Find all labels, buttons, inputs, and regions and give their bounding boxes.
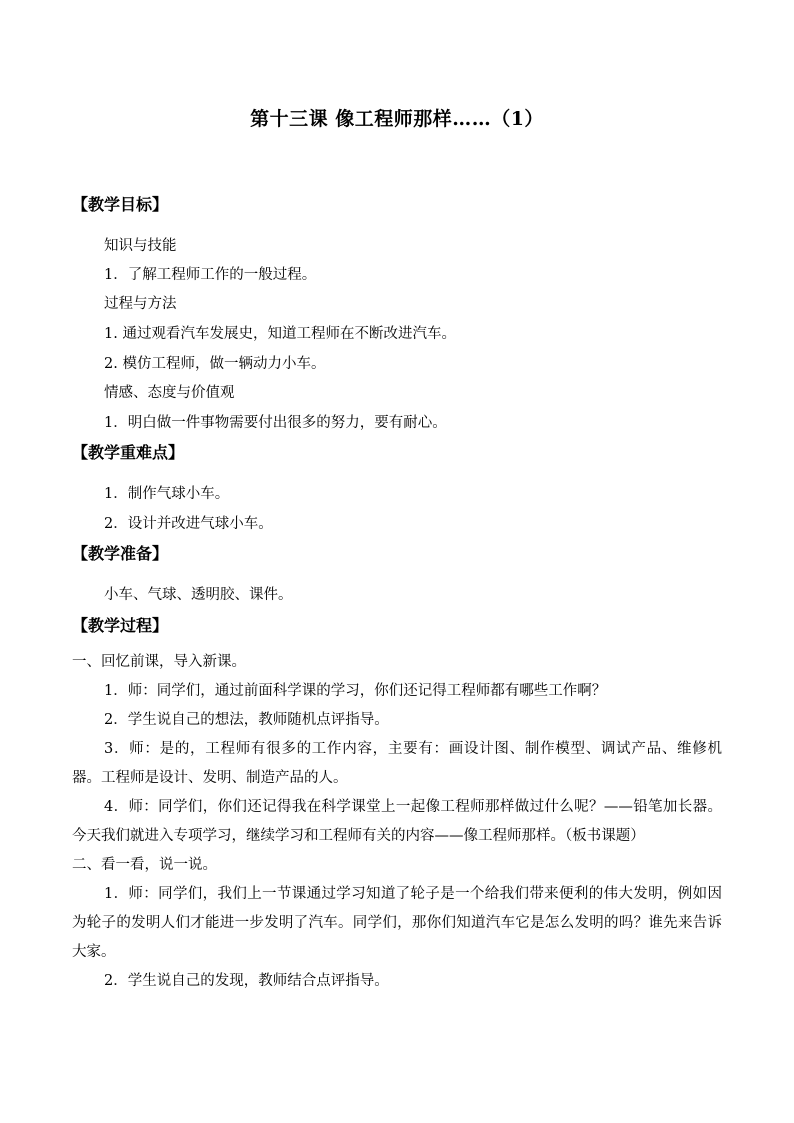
lesson-title: 第十三课 像工程师那样……（1） [250,108,544,130]
heading-teaching-goals: 【教学目标】 [72,195,169,214]
goals-item: 2. 模仿工程师，做一辆动力小车。 [104,356,326,372]
process-paragraph: 3．师：是的，工程师有很多的工作内容，主要有：画设计图、制作模型、调试产品、维修机器。工程师是设计、发明、制造产品的人。 [72,741,722,786]
goals-sub-knowledge: 知识与技能 [104,238,177,254]
process-part-heading: 一、回忆前课，导入新课。 [72,654,246,670]
key-point-item: 1．制作气球小车。 [104,486,230,502]
process-paragraph: 4．师：同学们，你们还记得我在科学课堂上一起像工程师那样做过什么呢？——铅笔加长器。今天我们就进入专项学习，继续学习和工程师有关的内容——像工程师那样。（板书课题） [72,799,722,844]
goals-item: 1．明白做一件事物需要付出很多的努力，要有耐心。 [104,415,447,431]
heading-teaching-process: 【教学过程】 [72,616,169,635]
process-paragraph: 2．学生说自己的想法，教师随机点评指导。 [104,712,389,728]
goals-sub-process: 过程与方法 [104,296,177,312]
key-point-item: 2．设计并改进气球小车。 [104,516,273,532]
process-body [72,648,722,996]
goals-sub-emotion: 情感、态度与价值观 [104,385,235,401]
goals-item: 1. 通过观看汽车发展史，知道工程师在不断改进汽车。 [104,326,456,342]
process-paragraph: 1．师：同学们，我们上一节课通过学习知道了轮子是一个给我们带来便利的伟大发明，例如因为轮子的发明人们才能进一步发明了汽车。同学们，那你们知道汽车它是怎么发明的吗？谁先来告诉大家。 [72,886,722,960]
heading-key-points: 【教学重难点】 [72,443,185,462]
process-paragraph: 2．学生说自己的发现，教师结合点评指导。 [104,973,389,989]
process-paragraph: 1．师：同学们，通过前面科学课的学习，你们还记得工程师都有哪些工作啊？ [104,683,607,699]
heading-preparation: 【教学准备】 [72,544,169,563]
preparation-text: 小车、气球、透明胶、课件。 [104,587,293,603]
process-part-heading: 二、看一看，说一说。 [72,857,217,873]
goals-item: 1．了解工程师工作的一般过程。 [104,267,317,283]
